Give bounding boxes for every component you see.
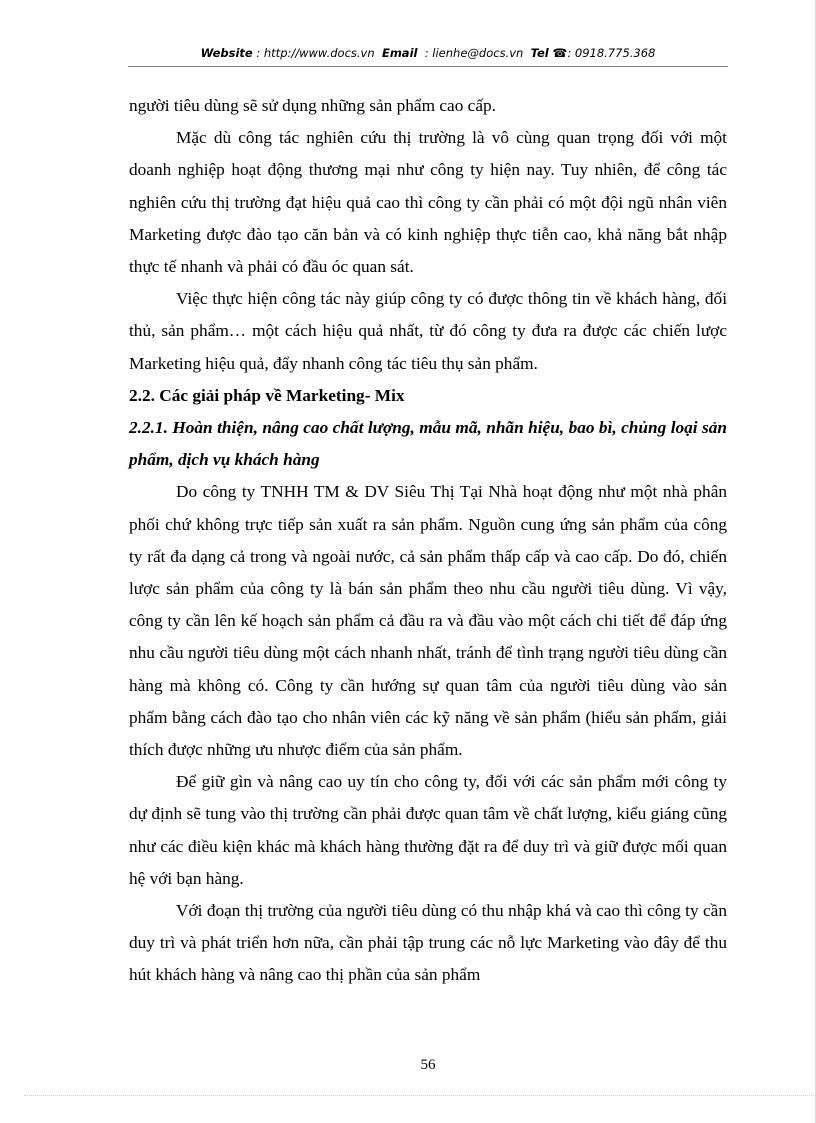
page-content	[129, 90, 727, 992]
page-header	[128, 46, 728, 60]
website-value: : http://www.docs.vn	[256, 46, 375, 60]
email-value: : lienhe@docs.vn	[424, 46, 524, 60]
subsection-heading: 2.2.1. Hoàn thiện, nâng cao chất lượng, mẫu mã, nhãn hiệu, bao bì, chủng loại sản phẩm, dịch vụ khách hàng	[129, 418, 727, 470]
page-bottom-divider	[24, 1095, 816, 1096]
tel-label: Tel	[530, 46, 549, 60]
paragraph-6: Với đoạn thị trường của người tiêu dùng có thu nhập khá và cao thì công ty cần duy trì và phát triển hơn nữa, cần phải tập trung các nỗ lực Marketing vào đây để thu hút khách hàng và nâng cao thị phần của sản phẩm	[129, 901, 727, 985]
tel-value: : 0918.775.368	[567, 46, 656, 60]
header-divider	[128, 66, 728, 67]
paragraph-2: Mặc dù công tác nghiên cứu thị trường là vô cùng quan trọng đối với một doanh nghiệp hoạt động thương mại như công ty hiện nay. Tuy nhiên, để công tác nghiên cứu thị trường đạt hiệu quả cao thì công ty cần phải có một đội ngũ nhân viên Marketing được đào tạo căn bản và có kinh nghiệp thực tiễn cao, khả năng bắt nhập thực tế nhanh và phải có đầu óc quan sát.	[129, 128, 727, 277]
phone-icon: ☎	[552, 46, 568, 60]
page-number: 56	[420, 1057, 436, 1073]
email-label: Email	[381, 46, 418, 60]
paragraph-5: Để giữ gìn và nâng cao uy tín cho công ty, đối với các sản phẩm mới công ty dự định sẽ tung vào thị trường cần phải được quan tâm về chất lượng, kiểu giáng cũng như các điều kiện khác mà khách hàng thường đặt ra để duy trì và giữ được mối quan hệ với bạn hàng.	[129, 772, 727, 888]
paragraph-1: người tiêu dùng sẽ sử dụng những sản phẩm cao cấp.	[129, 96, 496, 115]
section-heading: 2.2. Các giải pháp về Marketing- Mix	[129, 385, 405, 405]
paragraph-4: Do công ty TNHH TM & DV Siêu Thị Tại Nhà hoạt động như một nhà phân phối chứ không trực tiếp sản xuất ra sản phẩm. Nguồn cung ứng sản phẩm của công ty rất đa dạng cả trong và ngoài nước, cả sản phẩm thấp cấp và cao cấp. Do đó, chiến lược sản phẩm của công ty là bán sản phẩm theo nhu cầu người tiêu dùng. Vì vậy, công ty cần lên kế hoạch sản phẩm cả đầu ra và đầu vào một cách chi tiết để đáp ứng nhu cầu người tiêu dùng một cách nhanh nhất, tránh để tình trạng người tiêu dùng cần hàng mà không có. Công ty cần hướng sự quan tâm của người tiêu dùng vào sản phẩm bằng cách đào tạo cho nhân viên các kỹ năng về sản phẩm (hiểu sản phẩm, giải thích được những ưu nhược điểm của sản phẩm.	[129, 482, 727, 760]
paragraph-3: Việc thực hiện công tác này giúp công ty có được thông tin về khách hàng, đối thủ, sản phẩm… một cách hiệu quả nhất, từ đó công ty đưa ra được các chiến lược Marketing hiệu quả, đẩy nhanh công tác tiêu thụ sản phẩm.	[129, 289, 727, 373]
website-label: Website	[200, 46, 253, 60]
